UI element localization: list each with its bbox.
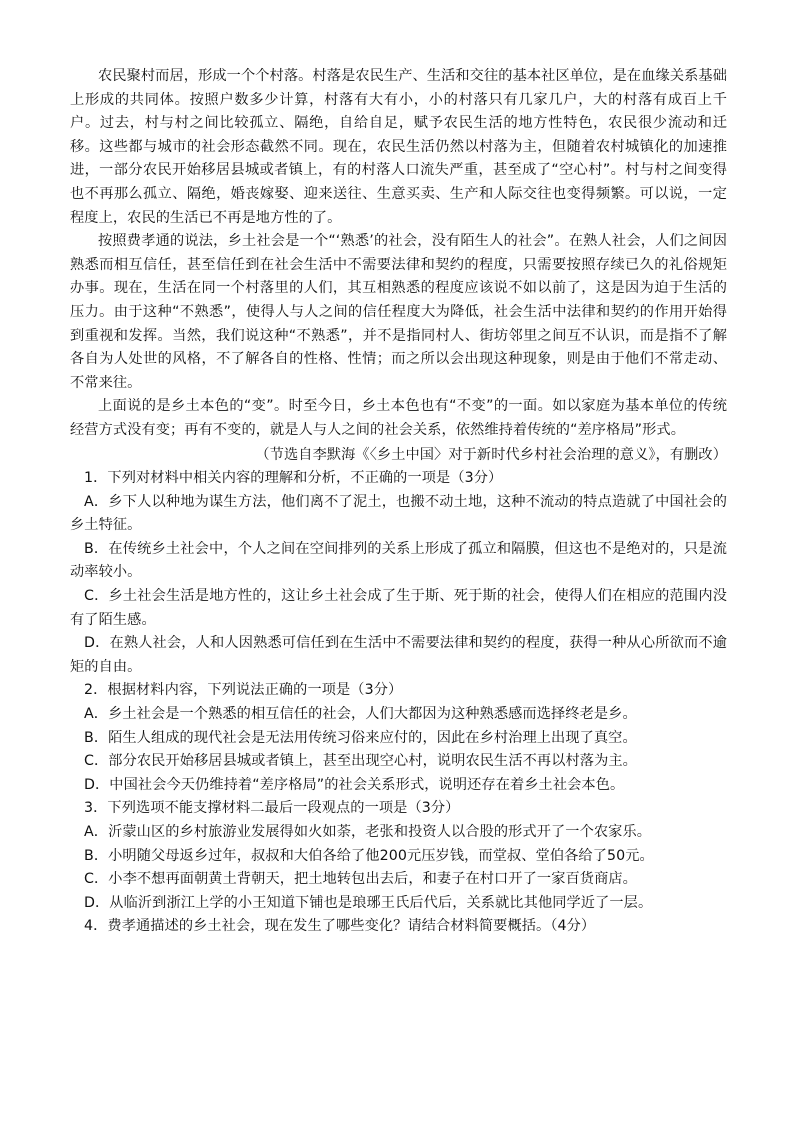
question-2-option-b: B．陌生人组成的现代社会是无法用传统习俗来应付的，因此在乡村治理上出现了真空。: [84, 729, 637, 746]
question-2-stem: 2．根据材料内容，下列说法正确的一项是（3分）: [84, 682, 403, 699]
question-2-option-c: C．部分农民开始移居县城或者镇上，甚至出现空心村，说明农民生活不再以村落为主。: [84, 753, 637, 770]
passage-paragraph-3: 上面说的是乡土本色的“变”。时至今日，乡土本色也有“不变”的一面。如以家庭为基本单位的传统经营方式没有变；再有不变的，就是人与人之间的社会关系，依然维持着传统的“差序格局”形式。: [70, 398, 727, 438]
question-2-option-d: D．中国社会今天仍维持着“差序格局”的社会关系形式，说明还存在着乡土社会本色。: [84, 776, 625, 793]
question-1-option-b: B．在传统乡土社会中，个人之间在空间排列的关系上形成了孤立和隔膜，但这也不是绝对的，只是流动率较小。: [70, 540, 727, 581]
exam-page: [70, 65, 727, 939]
question-1-option-d: D．在熟人社会，人和人因熟悉可信任到在生活中不需要法律和契约的程度，获得一种从心所欲而不逾矩的自由。: [70, 635, 727, 675]
source-note: （节选自李默海《〈乡土中国〉对于新时代乡村社会治理的意义》，有删改）: [255, 446, 727, 463]
passage-paragraph-1: 农民聚村而居，形成一个个村落。村落是农民生产、生活和交往的基本社区单位，是在血缘关系基础上形成的共同体。按照户数多少计算，村落有大有小，小的村落只有几家几户，大的村落有成百上千户。过去，村与村之间比较孤立、隔绝，自给自足，赋予农民生活的地方性特色，农民很少流动和迁移。这些都与城市的社会形态截然不同。现在，农民生活仍然以村落为主，但随着农村城镇化的加速推进，一部分农民开始移居县城或者镇上，有的村落人口流失严重，甚至成了“空心村”。村与村之间变得也不再那么孤立、隔绝，婚丧嫁娶、迎来送往、生意买卖、生产和人际交往也变得频繁。可以说，一定程度上，农民的生活已不再是地方性的了。: [70, 68, 727, 226]
question-3-option-a: A．沂蒙山区的乡村旅游业发展得如火如荼，老张和投资人以合股的形式开了一个农家乐。: [84, 824, 652, 840]
question-3-option-c: C．小李不想再面朝黄土背朝天，把土地转包出去后，和妻子在村口开了一家百货商店。: [84, 871, 637, 888]
question-3-option-b: B．小明随父母返乡过年，叔叔和大伯各给了他200元压岁钱，而堂叔、堂伯各给了50元。: [84, 847, 654, 864]
question-4-stem: 4．费孝通描述的乡土社会，现在发生了哪些变化？请结合材料简要概括。（4分）: [84, 918, 596, 935]
question-1-option-c: C．乡土社会生活是地方性的，这让乡土社会成了生于斯、死于斯的社会，使得人们在相应的范围内没有了陌生感。: [70, 588, 727, 628]
question-3-stem: 3．下列选项不能支撑材料二最后一段观点的一项是（3分）: [84, 800, 460, 817]
question-3-option-d: D．从临沂到浙江上学的小王知道下铺也是琅琊王氏后代后，关系就比其他同学近了一层。: [84, 894, 653, 911]
question-1-option-a: A．乡下人以种地为谋生方法，他们离不了泥土，也搬不动土地，这种不流动的特点造就了中国社会的乡土特征。: [70, 493, 727, 534]
passage-paragraph-2: 按照费孝通的说法，乡土社会是一个“‘熟悉’的社会，没有陌生人的社会”。在熟人社会，人们之间因熟悉而相互信任，甚至信任到在社会生活中不需要法律和契约的程度，只需要按照存续已久的礼俗规矩办事。现在，生活在同一个村落里的人们，其互相熟悉的程度应该说不如以前了，这是因为迫于生活的压力。由于这种“不熟悉”，使得人与人之间的信任程度大为降低，社会生活中法律和契约的作用开始得到重视和发挥。当然，我们说这种“不熟悉”，并不是指同村人、街坊邻里之间互不认识，而是指不了解各自为人处世的风格，不了解各自的性格、性情；而之所以会出现这种现象，则是由于他们不常走动、不常来往。: [70, 233, 727, 391]
question-2-option-a: A．乡土社会是一个熟悉的相互信任的社会，人们大都因为这种熟悉感而选择终老是乡。: [84, 706, 637, 723]
question-1-stem: 1．下列对材料中相关内容的理解和分析，不正确的一项是（3分）: [84, 470, 503, 487]
